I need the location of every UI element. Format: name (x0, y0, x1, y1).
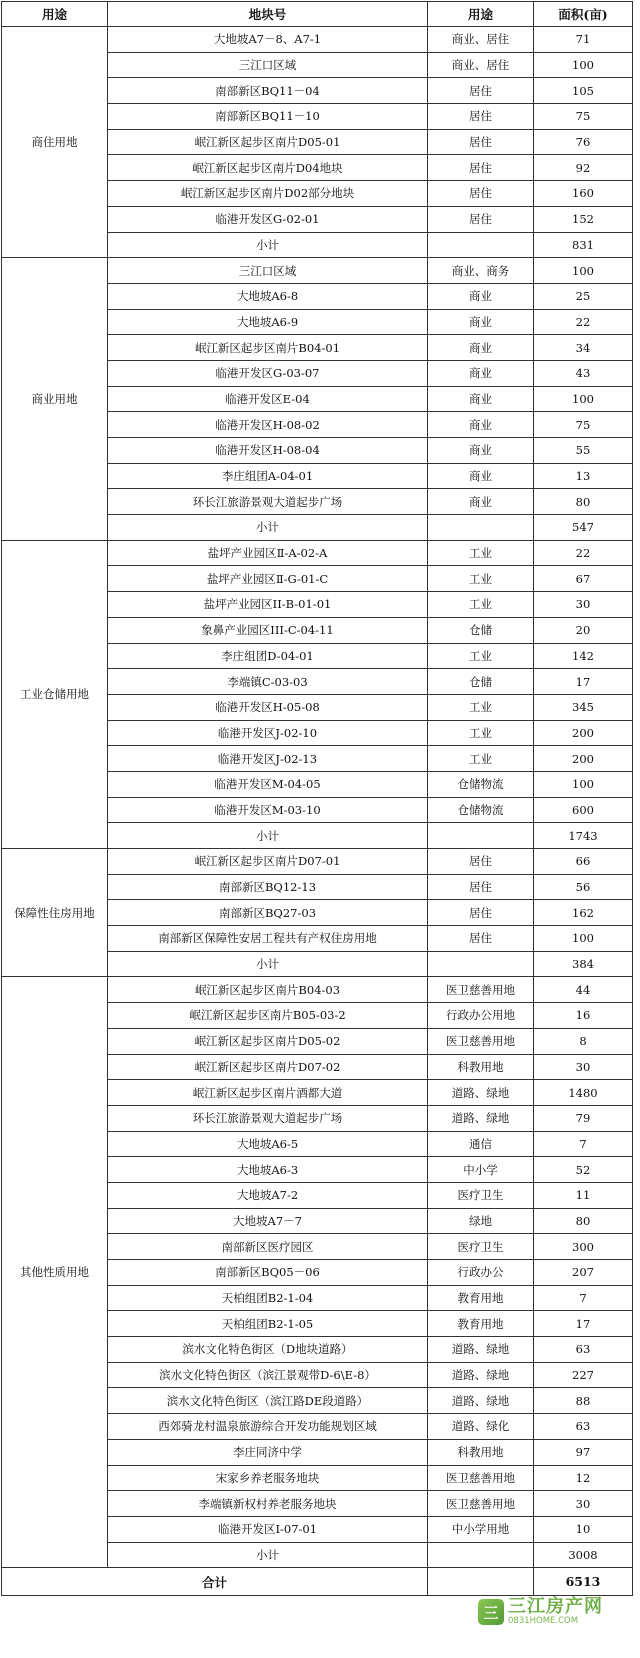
watermark-title: 三江房产网 (508, 1596, 603, 1618)
parcel-cell: 岷江新区起步区南片B04-01 (108, 335, 428, 361)
use-cell: 居住 (428, 206, 534, 232)
use-cell: 商业 (428, 438, 534, 464)
parcel-cell: 环长江旅游景观大道起步广场 (108, 489, 428, 515)
parcel-cell: 南部新区BQ05－06 (108, 1260, 428, 1286)
use-cell: 医卫慈善用地 (428, 1028, 534, 1054)
parcel-cell: 临港开发区H-08-02 (108, 412, 428, 438)
area-cell: 56 (534, 874, 633, 900)
use-cell: 商业 (428, 489, 534, 515)
parcel-cell: 天柏组团B2-1-05 (108, 1311, 428, 1337)
land-parcel-table (1, 1, 633, 1596)
subtotal-use-cell (428, 951, 534, 977)
subtotal-value: 384 (534, 951, 633, 977)
use-cell: 医卫慈善用地 (428, 1491, 534, 1517)
area-cell: 100 (534, 771, 633, 797)
area-cell: 152 (534, 206, 633, 232)
table-row (2, 977, 633, 1003)
parcel-cell: 滨水文化特色街区（滨江路DE段道路） (108, 1388, 428, 1414)
area-cell: 17 (534, 1311, 633, 1337)
area-cell: 16 (534, 1003, 633, 1029)
parcel-cell: 岷江新区起步区南片B05-03-2 (108, 1003, 428, 1029)
subtotal-label: 小计 (108, 1542, 428, 1568)
parcel-cell: 宋家乡养老服务地块 (108, 1465, 428, 1491)
use-cell: 居住 (428, 874, 534, 900)
use-cell: 工业 (428, 540, 534, 566)
area-cell: 7 (534, 1285, 633, 1311)
use-cell: 工业 (428, 643, 534, 669)
use-cell: 教育用地 (428, 1285, 534, 1311)
table-row (2, 849, 633, 875)
watermark-logo-icon: 三 (478, 1599, 504, 1625)
parcel-cell: 临港开发区H-08-04 (108, 438, 428, 464)
category-cell: 商住用地 (2, 27, 108, 258)
use-cell: 绿地 (428, 1208, 534, 1234)
use-cell: 商业 (428, 309, 534, 335)
parcel-cell: 李端镇C-03-03 (108, 669, 428, 695)
area-cell: 100 (534, 258, 633, 284)
parcel-cell: 李端镇新权村养老服务地块 (108, 1491, 428, 1517)
parcel-cell: 临港开发区M-03-10 (108, 797, 428, 823)
area-cell: 200 (534, 720, 633, 746)
area-cell: 52 (534, 1157, 633, 1183)
category-cell: 商业用地 (2, 258, 108, 541)
parcel-cell: 西郊骑龙村温泉旅游综合开发功能规划区域 (108, 1414, 428, 1440)
use-cell: 医疗卫生 (428, 1234, 534, 1260)
use-cell: 居住 (428, 900, 534, 926)
parcel-cell: 南部新区保障性安居工程共有产权住房用地 (108, 926, 428, 952)
header-parcel: 地块号 (108, 2, 428, 27)
area-cell: 55 (534, 438, 633, 464)
parcel-cell: 大地坡A6-8 (108, 283, 428, 309)
use-cell: 工业 (428, 566, 534, 592)
parcel-cell: 岷江新区起步区南片D07-01 (108, 849, 428, 875)
subtotal-use-cell (428, 823, 534, 849)
area-cell: 11 (534, 1182, 633, 1208)
grand-total-label: 合计 (2, 1568, 428, 1596)
use-cell: 商业、居住 (428, 27, 534, 53)
area-cell: 63 (534, 1414, 633, 1440)
parcel-cell: 临港开发区M-04-05 (108, 771, 428, 797)
use-cell: 居住 (428, 849, 534, 875)
category-cell: 工业仓储用地 (2, 540, 108, 848)
parcel-cell: 大地坡A7－7 (108, 1208, 428, 1234)
subtotal-value: 1743 (534, 823, 633, 849)
area-cell: 76 (534, 129, 633, 155)
parcel-cell: 岷江新区起步区南片D02部分地块 (108, 181, 428, 207)
area-cell: 207 (534, 1260, 633, 1286)
grand-total-value: 6513 (534, 1568, 633, 1596)
area-cell: 100 (534, 52, 633, 78)
area-cell: 92 (534, 155, 633, 181)
watermark (478, 1593, 638, 1631)
area-cell: 79 (534, 1105, 633, 1131)
parcel-cell: 岷江新区起步区南片D05-02 (108, 1028, 428, 1054)
parcel-cell: 大地坡A7-2 (108, 1182, 428, 1208)
area-cell: 20 (534, 617, 633, 643)
parcel-cell: 李庄组团D-04-01 (108, 643, 428, 669)
use-cell: 居住 (428, 926, 534, 952)
table-header-row (2, 2, 633, 27)
parcel-cell: 南部新区BQ12-13 (108, 874, 428, 900)
parcel-cell: 南部新区BQ11－04 (108, 78, 428, 104)
parcel-cell: 临港开发区E-04 (108, 386, 428, 412)
area-cell: 88 (534, 1388, 633, 1414)
table-row (2, 258, 633, 284)
parcel-cell: 盐坪产业园区Ⅱ-G-01-C (108, 566, 428, 592)
use-cell: 医卫慈善用地 (428, 1465, 534, 1491)
parcel-cell: 南部新区BQ27-03 (108, 900, 428, 926)
use-cell: 居住 (428, 155, 534, 181)
use-cell: 中小学 (428, 1157, 534, 1183)
use-cell: 仓储 (428, 669, 534, 695)
use-cell: 科教用地 (428, 1439, 534, 1465)
parcel-cell: 李庄组团A-04-01 (108, 463, 428, 489)
parcel-cell: 环长江旅游景观大道起步广场 (108, 1105, 428, 1131)
area-cell: 30 (534, 592, 633, 618)
use-cell: 商业 (428, 335, 534, 361)
parcel-cell: 三江口区域 (108, 52, 428, 78)
use-cell: 商业、居住 (428, 52, 534, 78)
use-cell: 医卫慈善用地 (428, 977, 534, 1003)
use-cell: 道路、绿地 (428, 1388, 534, 1414)
parcel-cell: 临港开发区J-02-10 (108, 720, 428, 746)
parcel-cell: 南部新区医疗园区 (108, 1234, 428, 1260)
use-cell: 道路、绿地 (428, 1080, 534, 1106)
area-cell: 227 (534, 1362, 633, 1388)
header-category: 用途 (2, 2, 108, 27)
use-cell: 道路、绿化 (428, 1414, 534, 1440)
area-cell: 67 (534, 566, 633, 592)
area-cell: 71 (534, 27, 633, 53)
area-cell: 80 (534, 1208, 633, 1234)
area-cell: 66 (534, 849, 633, 875)
use-cell: 商业 (428, 360, 534, 386)
area-cell: 100 (534, 386, 633, 412)
parcel-cell: 临港开发区J-02-13 (108, 746, 428, 772)
area-cell: 1480 (534, 1080, 633, 1106)
use-cell: 居住 (428, 129, 534, 155)
area-cell: 10 (534, 1516, 633, 1542)
area-cell: 25 (534, 283, 633, 309)
parcel-cell: 大地坡A7－8、A7-1 (108, 27, 428, 53)
area-cell: 97 (534, 1439, 633, 1465)
area-cell: 162 (534, 900, 633, 926)
area-cell: 100 (534, 926, 633, 952)
area-cell: 30 (534, 1491, 633, 1517)
parcel-cell: 李庄同济中学 (108, 1439, 428, 1465)
use-cell: 医疗卫生 (428, 1182, 534, 1208)
use-cell: 工业 (428, 746, 534, 772)
parcel-cell: 岷江新区起步区南片B04-03 (108, 977, 428, 1003)
subtotal-label: 小计 (108, 232, 428, 258)
use-cell: 教育用地 (428, 1311, 534, 1337)
subtotal-use-cell (428, 1542, 534, 1568)
parcel-cell: 岷江新区起步区南片D04地块 (108, 155, 428, 181)
category-cell: 保障性住房用地 (2, 849, 108, 977)
use-cell: 商业 (428, 283, 534, 309)
subtotal-use-cell (428, 515, 534, 541)
use-cell: 行政办公用地 (428, 1003, 534, 1029)
header-use: 用途 (428, 2, 534, 27)
area-cell: 44 (534, 977, 633, 1003)
subtotal-label: 小计 (108, 951, 428, 977)
area-cell: 13 (534, 463, 633, 489)
area-cell: 43 (534, 360, 633, 386)
parcel-cell: 滨水文化特色街区（D地块道路） (108, 1337, 428, 1363)
use-cell: 工业 (428, 694, 534, 720)
table-body (2, 27, 633, 1596)
area-cell: 22 (534, 309, 633, 335)
use-cell: 工业 (428, 720, 534, 746)
use-cell: 工业 (428, 592, 534, 618)
grand-total-row (2, 1568, 633, 1596)
parcel-cell: 盐坪产业园区II-B-01-01 (108, 592, 428, 618)
area-cell: 75 (534, 104, 633, 130)
area-cell: 142 (534, 643, 633, 669)
use-cell: 通信 (428, 1131, 534, 1157)
use-cell: 道路、绿地 (428, 1337, 534, 1363)
area-cell: 300 (534, 1234, 633, 1260)
use-cell: 道路、绿地 (428, 1105, 534, 1131)
parcel-cell: 岷江新区起步区南片D07-02 (108, 1054, 428, 1080)
header-area: 面积(亩) (534, 2, 633, 27)
parcel-cell: 滨水文化特色街区（滨江景观带D-6\E-8） (108, 1362, 428, 1388)
use-cell: 行政办公 (428, 1260, 534, 1286)
use-cell: 商业 (428, 412, 534, 438)
area-cell: 63 (534, 1337, 633, 1363)
area-cell: 75 (534, 412, 633, 438)
use-cell: 商业 (428, 386, 534, 412)
table-row (2, 27, 633, 53)
parcel-cell: 三江口区域 (108, 258, 428, 284)
use-cell: 仓储物流 (428, 797, 534, 823)
area-cell: 600 (534, 797, 633, 823)
category-cell: 其他性质用地 (2, 977, 108, 1568)
subtotal-value: 831 (534, 232, 633, 258)
area-cell: 345 (534, 694, 633, 720)
use-cell: 仓储物流 (428, 771, 534, 797)
use-cell: 商业 (428, 463, 534, 489)
use-cell: 道路、绿地 (428, 1362, 534, 1388)
parcel-cell: 临港开发区G-02-01 (108, 206, 428, 232)
subtotal-use-cell (428, 232, 534, 258)
use-cell: 居住 (428, 181, 534, 207)
watermark-url: 0831HOME.COM (508, 1615, 579, 1626)
grand-total-use-cell (428, 1568, 534, 1596)
area-cell: 105 (534, 78, 633, 104)
parcel-cell: 岷江新区起步区南片D05-01 (108, 129, 428, 155)
area-cell: 7 (534, 1131, 633, 1157)
subtotal-value: 3008 (534, 1542, 633, 1568)
area-cell: 160 (534, 181, 633, 207)
parcel-cell: 象鼻产业园区III-C-04-11 (108, 617, 428, 643)
subtotal-value: 547 (534, 515, 633, 541)
area-cell: 200 (534, 746, 633, 772)
parcel-cell: 大地坡A6-3 (108, 1157, 428, 1183)
use-cell: 商业、商务 (428, 258, 534, 284)
use-cell: 科教用地 (428, 1054, 534, 1080)
parcel-cell: 临港开发区I-07-01 (108, 1516, 428, 1542)
parcel-cell: 南部新区BQ11－10 (108, 104, 428, 130)
area-cell: 17 (534, 669, 633, 695)
use-cell: 居住 (428, 104, 534, 130)
use-cell: 居住 (428, 78, 534, 104)
use-cell: 中小学用地 (428, 1516, 534, 1542)
area-cell: 34 (534, 335, 633, 361)
parcel-cell: 岷江新区起步区南片酒都大道 (108, 1080, 428, 1106)
parcel-cell: 大地坡A6-5 (108, 1131, 428, 1157)
parcel-cell: 临港开发区G-03-07 (108, 360, 428, 386)
parcel-cell: 临港开发区H-05-08 (108, 694, 428, 720)
area-cell: 12 (534, 1465, 633, 1491)
table-row (2, 540, 633, 566)
area-cell: 30 (534, 1054, 633, 1080)
parcel-cell: 天柏组团B2-1-04 (108, 1285, 428, 1311)
area-cell: 8 (534, 1028, 633, 1054)
subtotal-label: 小计 (108, 515, 428, 541)
use-cell: 仓储 (428, 617, 534, 643)
subtotal-label: 小计 (108, 823, 428, 849)
area-cell: 80 (534, 489, 633, 515)
area-cell: 22 (534, 540, 633, 566)
parcel-cell: 盐坪产业园区Ⅱ-A-02-A (108, 540, 428, 566)
parcel-cell: 大地坡A6-9 (108, 309, 428, 335)
